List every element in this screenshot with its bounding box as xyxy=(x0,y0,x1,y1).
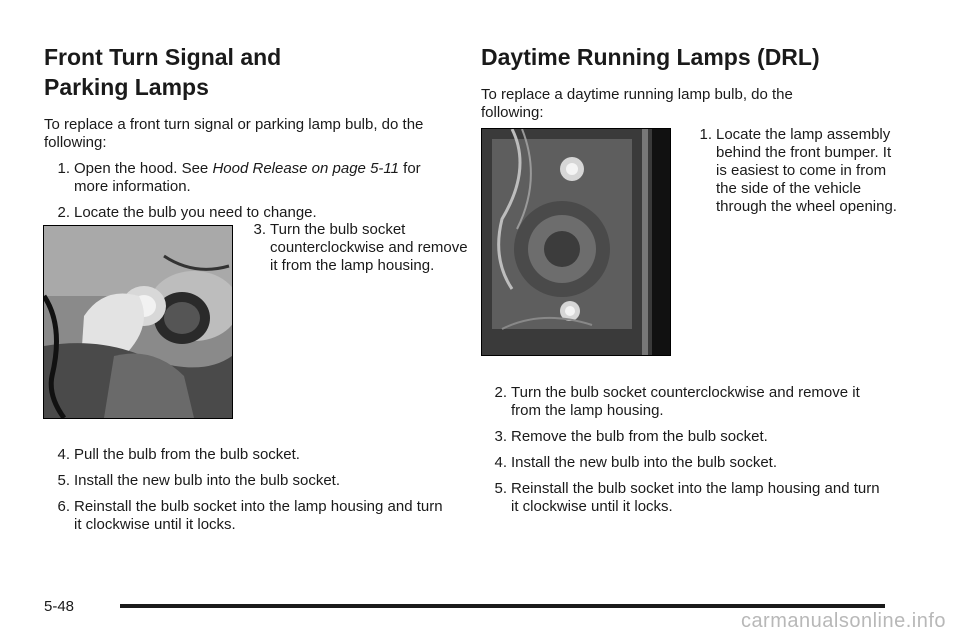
intro-text: To replace a front turn signal or parking lamp bulb, do the following: xyxy=(44,116,424,151)
right-steps-lower xyxy=(481,384,891,524)
step-1: 1. Open the hood. See Hood Release on page 5-11 for more information. xyxy=(57,160,421,195)
drl-lamp-assembly-photo xyxy=(481,128,671,356)
drl-lamp-illustration xyxy=(482,129,670,355)
step-3: 3. Turn the bulb socket counterclockwise and remove it from the lamp housing. xyxy=(253,221,468,274)
step-2: 2. Locate the bulb you need to change. xyxy=(57,204,317,221)
turn-signal-bulb-illustration xyxy=(44,226,232,418)
left-column xyxy=(44,42,444,230)
footer-divider xyxy=(120,604,885,608)
drl-step-4: 4. Install the new bulb into the bulb socket. xyxy=(494,454,778,471)
step-5: 5. Install the new bulb into the bulb socket. xyxy=(57,472,341,489)
left-steps-lower xyxy=(44,446,444,542)
step-6: 6. Reinstall the bulb socket into the lamp housing and turn it clockwise until it locks. xyxy=(57,498,443,533)
turn-signal-bulb-photo xyxy=(43,225,233,419)
site-watermark: carmanualsonline.info xyxy=(740,610,946,632)
section-heading-drl: Daytime Running Lamps (DRL) xyxy=(481,44,820,70)
drl-intro-text: To replace a daytime running lamp bulb, do the following: xyxy=(481,86,793,121)
drl-step-1: 1. Locate the lamp assembly behind the front bumper. It is easiest to come in from the side of the vehicle through the wheel opening. xyxy=(699,126,897,215)
drl-step-2: 2. Turn the bulb socket counterclockwise and remove it from the lamp housing. xyxy=(494,384,860,419)
right-column xyxy=(481,42,891,130)
drl-step-3: 3. Remove the bulb from the bulb socket. xyxy=(494,428,768,445)
section-heading-front-turn-signal: Front Turn Signal and Parking Lamps xyxy=(44,44,282,100)
step-4: 4. Pull the bulb from the bulb socket. xyxy=(57,446,300,463)
drl-step-5: 5. Reinstall the bulb socket into the lamp housing and turn it clockwise until it locks. xyxy=(494,480,880,515)
hood-release-reference: Hood Release on page 5-11 xyxy=(212,160,399,177)
page-number: 5-48 xyxy=(44,598,75,615)
